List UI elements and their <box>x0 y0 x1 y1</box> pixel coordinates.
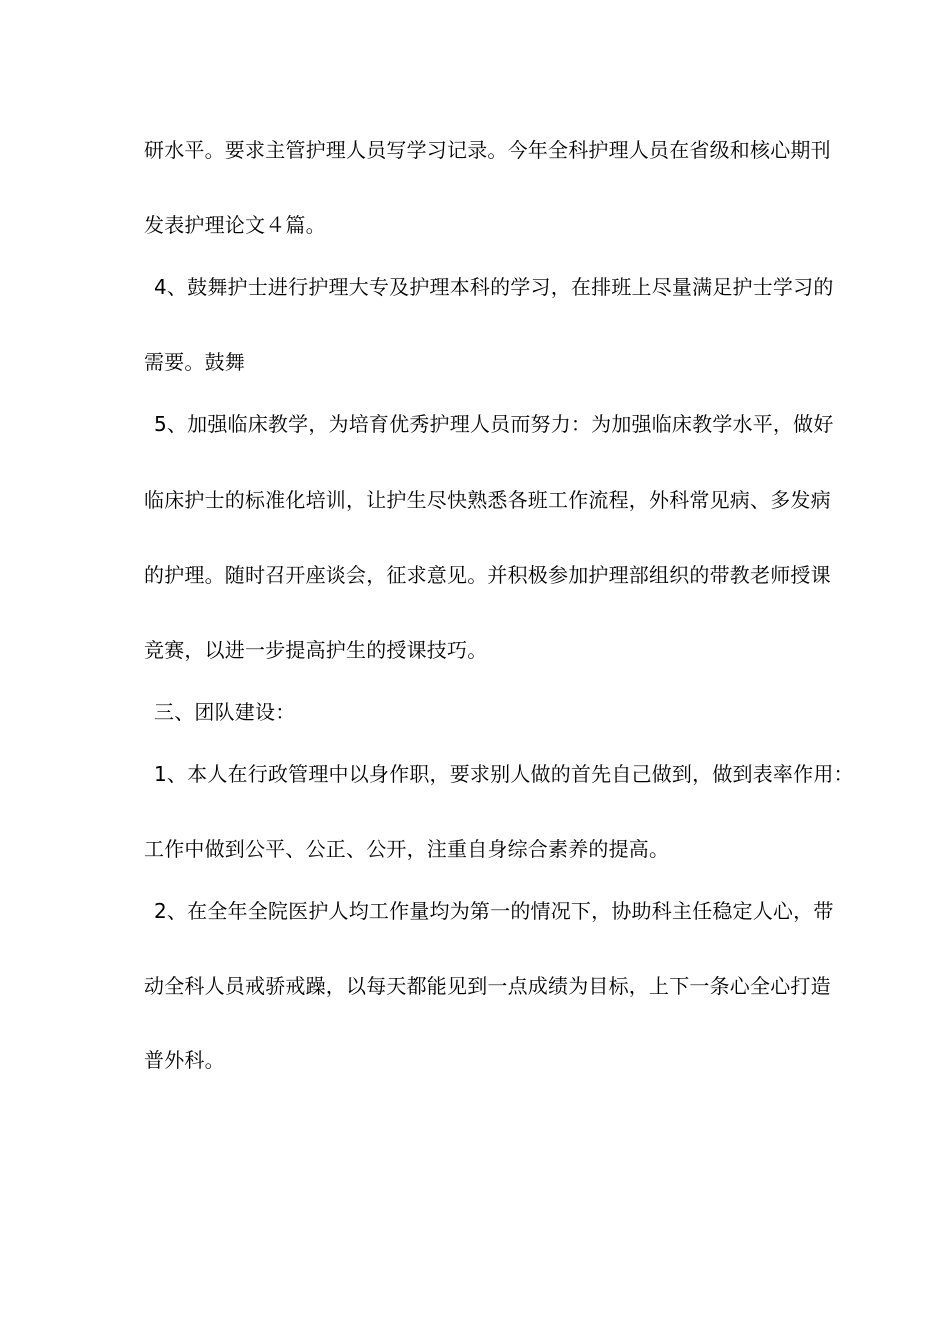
paragraph-line: 临床护士的标准化培训，让护生尽快熟悉各班工作流程，外科常见病、多发病 <box>144 488 831 512</box>
list-item-5: 5、加强临床教学，为培育优秀护理人员而努力：为加强临床教学水平，做好 <box>154 412 834 436</box>
list-item-4: 4、鼓舞护士进行护理大专及护理本科的学习，在排班上尽量满足护士学习的 <box>154 275 834 299</box>
section-heading: 三、团队建设： <box>154 700 296 724</box>
list-item-2: 2、在全年全院医护人均工作量均为第一的情况下，协助科主任稳定人心，带 <box>154 899 834 923</box>
paragraph-line: 动全科人员戒骄戒躁，以每天都能见到一点成绩为目标，上下一条心全心打造 <box>144 974 831 998</box>
paragraph-line: 需要。鼓舞 <box>144 350 245 374</box>
paragraph-line: 竞赛，以进一步提高护生的授课技巧。 <box>144 638 488 662</box>
paragraph-line: 的护理。随时召开座谈会，征求意见。并积极参加护理部组织的带教老师授课 <box>144 563 831 587</box>
paragraph-line: 工作中做到公平、公正、公开，注重自身综合素养的提高。 <box>144 837 670 861</box>
paragraph-line: 发表护理论文４篇。 <box>144 213 326 237</box>
paragraph-line: 普外科。 <box>144 1048 225 1072</box>
paragraph-line: 研水平。要求主管护理人员写学习记录。今年全科护理人员在省级和核心期刊 <box>144 138 831 162</box>
list-item-1: 1、本人在行政管理中以身作职，要求别人做的首先自己做到，做到表率作用： <box>154 762 854 786</box>
